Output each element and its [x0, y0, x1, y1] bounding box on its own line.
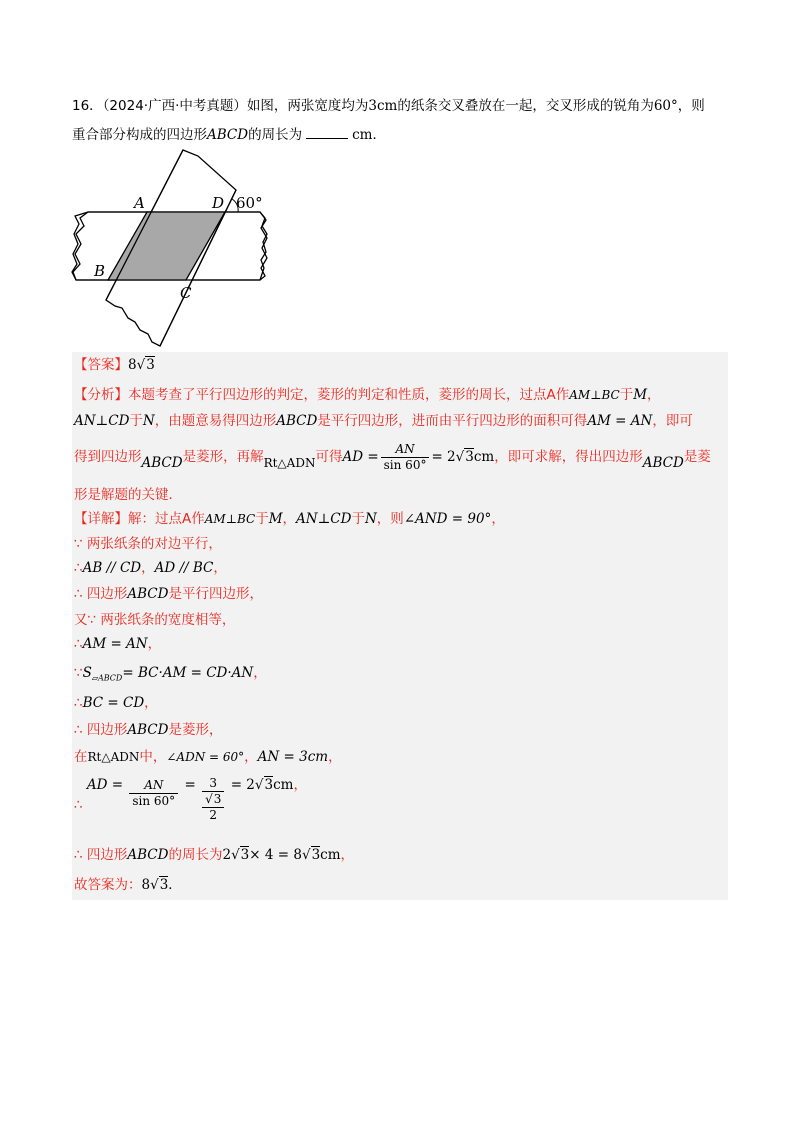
question-text: 如图，两张宽度均为	[246, 98, 369, 114]
detail-line-3: ∴AB // CD，AD // BC，	[74, 560, 227, 576]
question-number: 16．	[72, 98, 103, 114]
label-c: C	[180, 284, 192, 302]
detail-line-2: ∵ 两张纸条的对边平行，	[74, 536, 222, 552]
answer-tag: 【答案】	[74, 357, 128, 373]
detail-line-1: 【详解】解：过点A作AM⊥BC于M，AN⊥CD于N，则∠AND = 90°，	[74, 511, 505, 527]
analysis-tag: 【分析】	[74, 387, 128, 403]
question-text: ，则	[677, 98, 705, 114]
analysis-line-3: 得到四边形ABCD是菱形，再解Rt△ADN可得AD = $\frac{AN}{\sin 60^\circ}$ = 2√3cm，即可求解，得出四边形ABCD是菱	[74, 441, 711, 472]
detail-line-13: 故答案为：8√3．	[74, 877, 182, 893]
detail-line-7: $\because S_{▱ABCD}= BC\cdot AM = CD\cdot AN$，	[74, 665, 267, 683]
strip-width: 3cm	[368, 98, 398, 114]
label-a: A	[134, 194, 145, 212]
question-line-2	[72, 124, 386, 145]
question-line-1	[72, 96, 705, 116]
detail-tag: 【详解】	[74, 511, 128, 527]
answer-value: 8√3	[128, 357, 155, 373]
final-answer: 8√3	[141, 877, 169, 893]
analysis-line-2: AN⊥CD于N，由题意易得四边形ABCD是平行四边形，进而由平行四边形的面积可得AM = AN，即可	[74, 413, 693, 429]
quad-name: ABCD	[207, 127, 249, 143]
question-text: ．	[372, 127, 386, 143]
analysis-line-4: 形是解题的关键．	[74, 487, 182, 503]
label-d: D	[212, 194, 225, 212]
detail-line-10: 在Rt△ADN中，∠ADN = 60°，AN = 3cm，	[74, 749, 342, 765]
detail-line-11: ∴ AD = $\frac{AN}{\sin 60^\circ}$ = 3 √3 2 = 2√3cm，	[74, 776, 307, 822]
detail-line-5: 又∵ 两张纸条的宽度相等，	[74, 612, 236, 628]
label-b: B	[94, 262, 106, 280]
answer-line	[74, 354, 155, 376]
strips-figure	[70, 148, 270, 348]
unit: cm	[352, 127, 373, 143]
answer-blank	[306, 124, 348, 139]
detail-line-8: ∴BC = CD，	[74, 695, 158, 711]
question-source: （2024·广西·中考真题）	[102, 98, 247, 114]
detail-line-6: ∴AM = AN，	[74, 636, 162, 652]
detail-line-4: ∴ 四边形ABCD是平行四边形，	[74, 586, 263, 602]
question-text: 重合部分构成的四边形	[72, 127, 207, 143]
angle-value: 60°	[653, 98, 678, 114]
detail-line-12: ∴ 四边形ABCD的周长为2√3× 4 = 8√3cm，	[74, 847, 355, 863]
analysis-line-1: 【分析】本题考查了平行四边形的判定，菱形的判定和性质，菱形的周长，过点A作AM⊥BC于M，	[74, 387, 661, 403]
question-text: 的纸条交叉叠放在一起，交叉形成的锐角为	[397, 98, 654, 114]
detail-line-9: ∴ 四边形ABCD是菱形，	[74, 722, 223, 738]
label-angle: 60°	[236, 194, 263, 212]
question-text: 的周长为	[248, 127, 303, 143]
